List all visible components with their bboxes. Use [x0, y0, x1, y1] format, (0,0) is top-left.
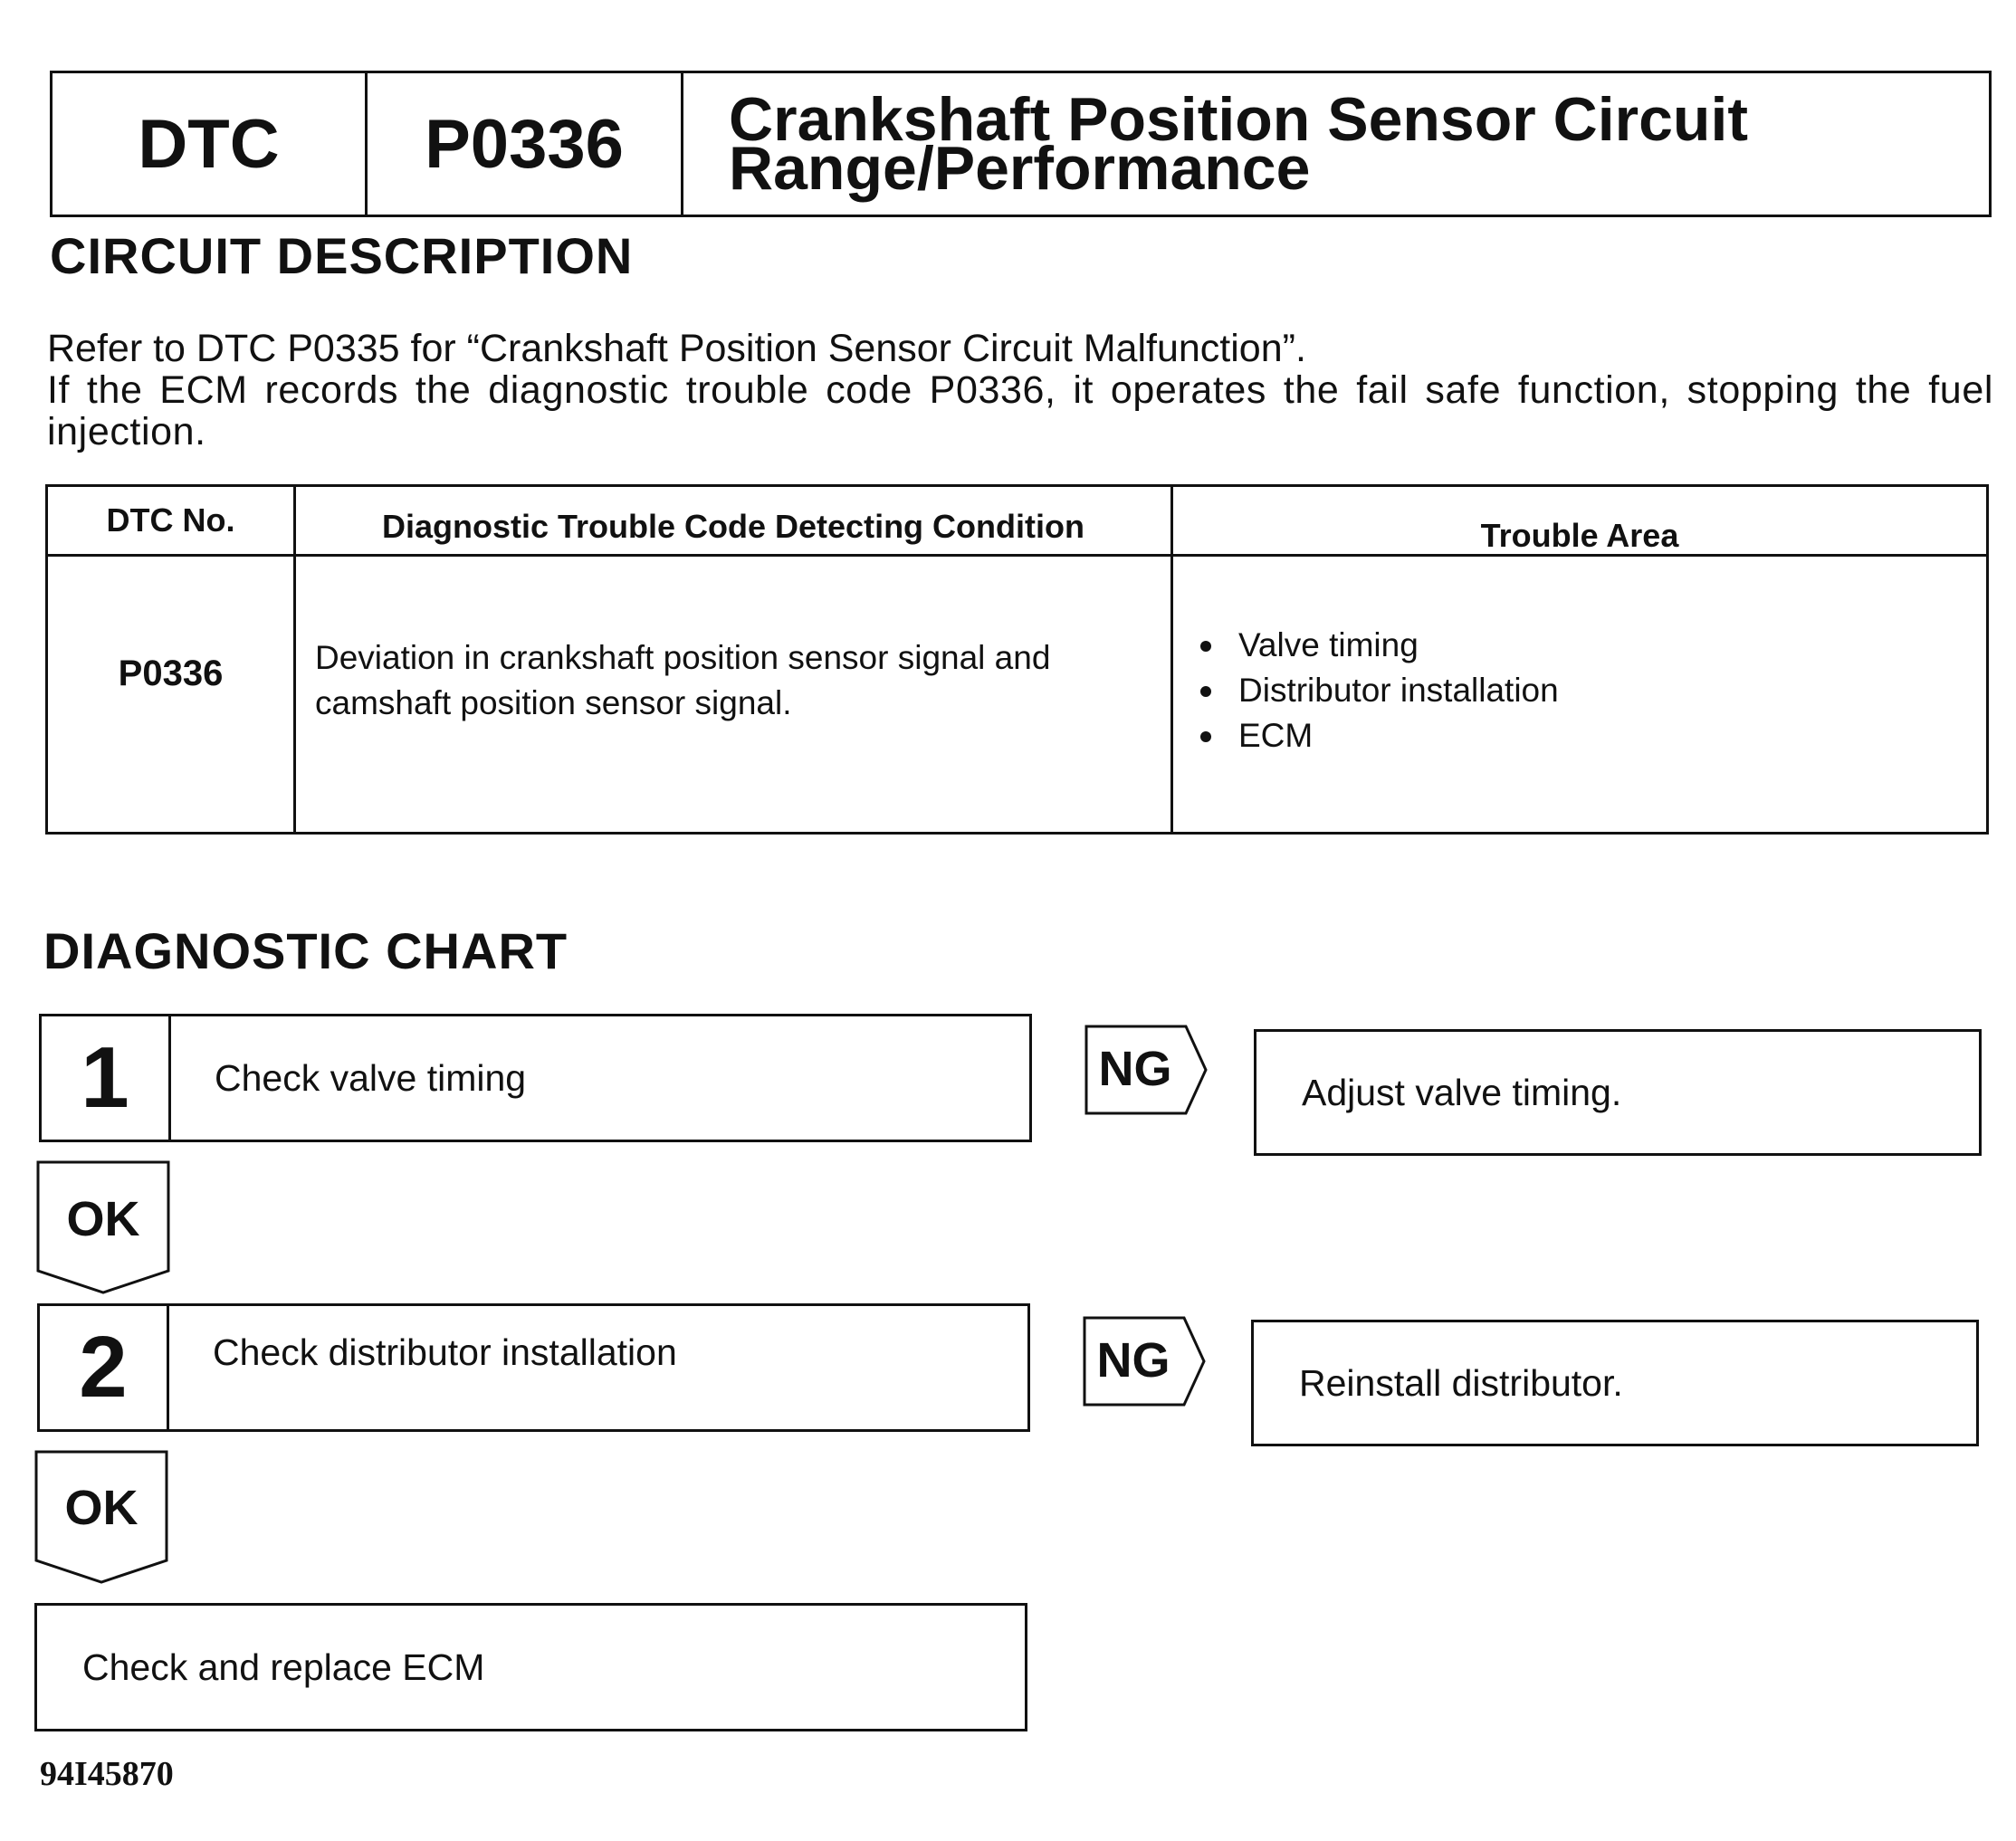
- list-item: Distributor installation: [1193, 668, 1972, 713]
- step-1-box: [39, 1014, 1032, 1142]
- diagnostic-chart-heading: DIAGNOSTIC CHART: [43, 922, 568, 979]
- table-cell-dtc-no: P0336: [118, 653, 224, 693]
- list-item: Valve timing: [1193, 623, 1972, 668]
- ng-label-2: NG: [1096, 1333, 1170, 1388]
- final-step-box: Check and replace ECM: [34, 1603, 1027, 1731]
- circuit-description-line2: If the ECM records the diagnostic trouble code P0336, it operates the fail safe function, stopping the fuel injection.: [47, 368, 1993, 453]
- ok-label-1: OK: [66, 1192, 140, 1246]
- dtc-title-line2: Range/Performance: [729, 134, 1311, 203]
- step-2-text: Check distributor installation: [213, 1331, 677, 1373]
- list-item: ECM: [1193, 713, 1972, 758]
- col-header-trouble-area: Trouble Area: [1480, 517, 1679, 554]
- circuit-description-line1: Refer to DTC P0335 for “Crankshaft Position Sensor Circuit Malfunction”.: [47, 327, 1306, 370]
- ng-label-1: NG: [1098, 1042, 1172, 1096]
- table-cell-condition: Deviation in crankshaft position sensor signal and camshaft position sensor signal.: [315, 639, 1051, 721]
- figure-code: 94I45870: [40, 1755, 174, 1793]
- circuit-description-heading: CIRCUIT DESCRIPTION: [50, 227, 634, 284]
- step-1-number: 1: [42, 1016, 171, 1140]
- dtc-title-line1: Crankshaft Position Sensor Circuit: [729, 85, 1748, 154]
- dtc-code: P0336: [425, 105, 624, 183]
- col-header-condition: Diagnostic Trouble Code Detecting Condition: [381, 508, 1084, 545]
- col-header-dtc-no: DTC No.: [106, 501, 235, 539]
- trouble-area-list: [1193, 623, 1972, 758]
- ng-action-1-box: Adjust valve timing.: [1254, 1029, 1982, 1156]
- dtc-label: DTC: [138, 105, 280, 183]
- ok-label-2: OK: [64, 1481, 139, 1535]
- ng-action-2-box: Reinstall distributor.: [1251, 1320, 1979, 1446]
- step-2-number: 2: [40, 1306, 169, 1429]
- dtc-title: [683, 73, 1989, 215]
- step-2-box: [37, 1303, 1030, 1432]
- step-1-text: Check valve timing: [215, 1056, 527, 1099]
